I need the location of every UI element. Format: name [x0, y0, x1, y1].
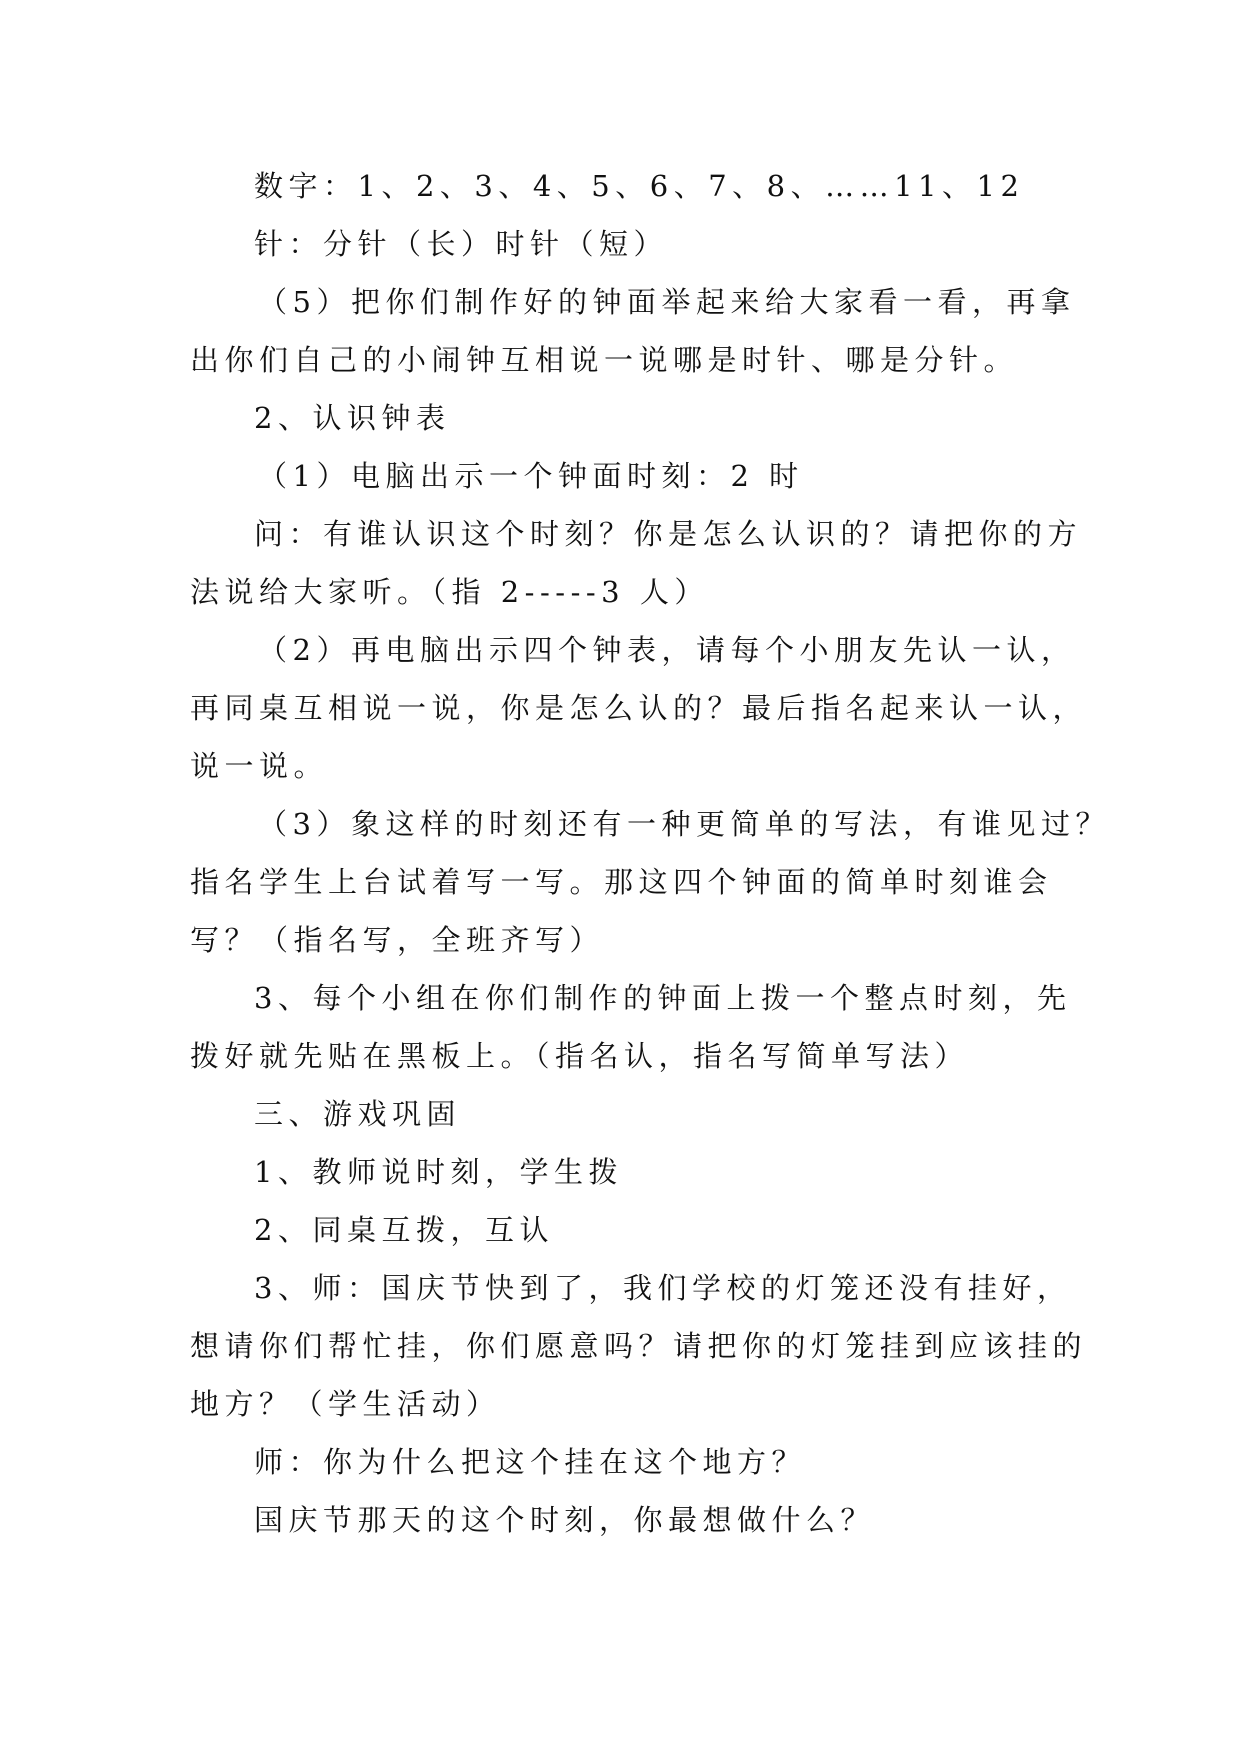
- text-line-hands: 针：分针（长）时针（短）: [254, 227, 669, 261]
- text-line-step3-b: 指名学生上台试着写一写。那这四个钟面的简单时刻谁会: [190, 865, 1053, 899]
- text-line-game2: 2、同桌互拨，互认: [254, 1213, 554, 1247]
- text-line-question-b: 法说给大家听。（指 2-----3 人）: [190, 575, 709, 609]
- text-line-group-a: 3、每个小组在你们制作的钟面上拨一个整点时刻，先: [254, 981, 1072, 1015]
- text-line-step3-c: 写？（指名写，全班齐写）: [190, 923, 605, 957]
- section-heading-recognize-clock: 2、认识钟表: [254, 401, 451, 435]
- text-line-game1: 1、教师说时刻，学生拨: [254, 1155, 623, 1189]
- text-line-teacher-question: 师：你为什么把这个挂在这个地方？: [254, 1445, 807, 1479]
- text-line-step2-a: （2）再电脑出示四个钟表，请每个小朋友先认一认，: [258, 633, 1076, 667]
- text-line-final-question: 国庆节那天的这个时刻，你最想做什么？: [254, 1503, 876, 1537]
- text-line-step5-a: （5）把你们制作好的钟面举起来给大家看一看，再拿: [258, 285, 1076, 319]
- text-line-game3-c: 地方？（学生活动）: [190, 1387, 501, 1421]
- text-line-step3-a: （3）象这样的时刻还有一种更简单的写法，有谁见过？: [258, 807, 1110, 841]
- text-line-question-a: 问：有谁认识这个时刻？你是怎么认识的？请把你的方: [254, 517, 1083, 551]
- text-line-game3-a: 3、师：国庆节快到了，我们学校的灯笼还没有挂好，: [254, 1271, 1072, 1305]
- text-line-group-b: 拨好就先贴在黑板上。（指名认，指名写简单写法）: [190, 1039, 970, 1073]
- text-line-step5-b: 出你们自己的小闹钟互相说一说哪是时针、哪是分针。: [190, 343, 1019, 377]
- text-line-step1: （1）电脑出示一个钟面时刻：2 时: [258, 459, 804, 493]
- text-line-numbers: 数字：1、2、3、4、5、6、7、8、……11、12: [254, 169, 1025, 203]
- section-heading-game: 三、游戏巩固: [254, 1097, 462, 1131]
- text-line-game3-b: 想请你们帮忙挂，你们愿意吗？请把你的灯笼挂到应该挂的: [190, 1329, 1088, 1363]
- text-line-step2-c: 说一说。: [190, 749, 329, 783]
- text-line-step2-b: 再同桌互相说一说，你是怎么认的？最后指名起来认一认，: [190, 691, 1088, 725]
